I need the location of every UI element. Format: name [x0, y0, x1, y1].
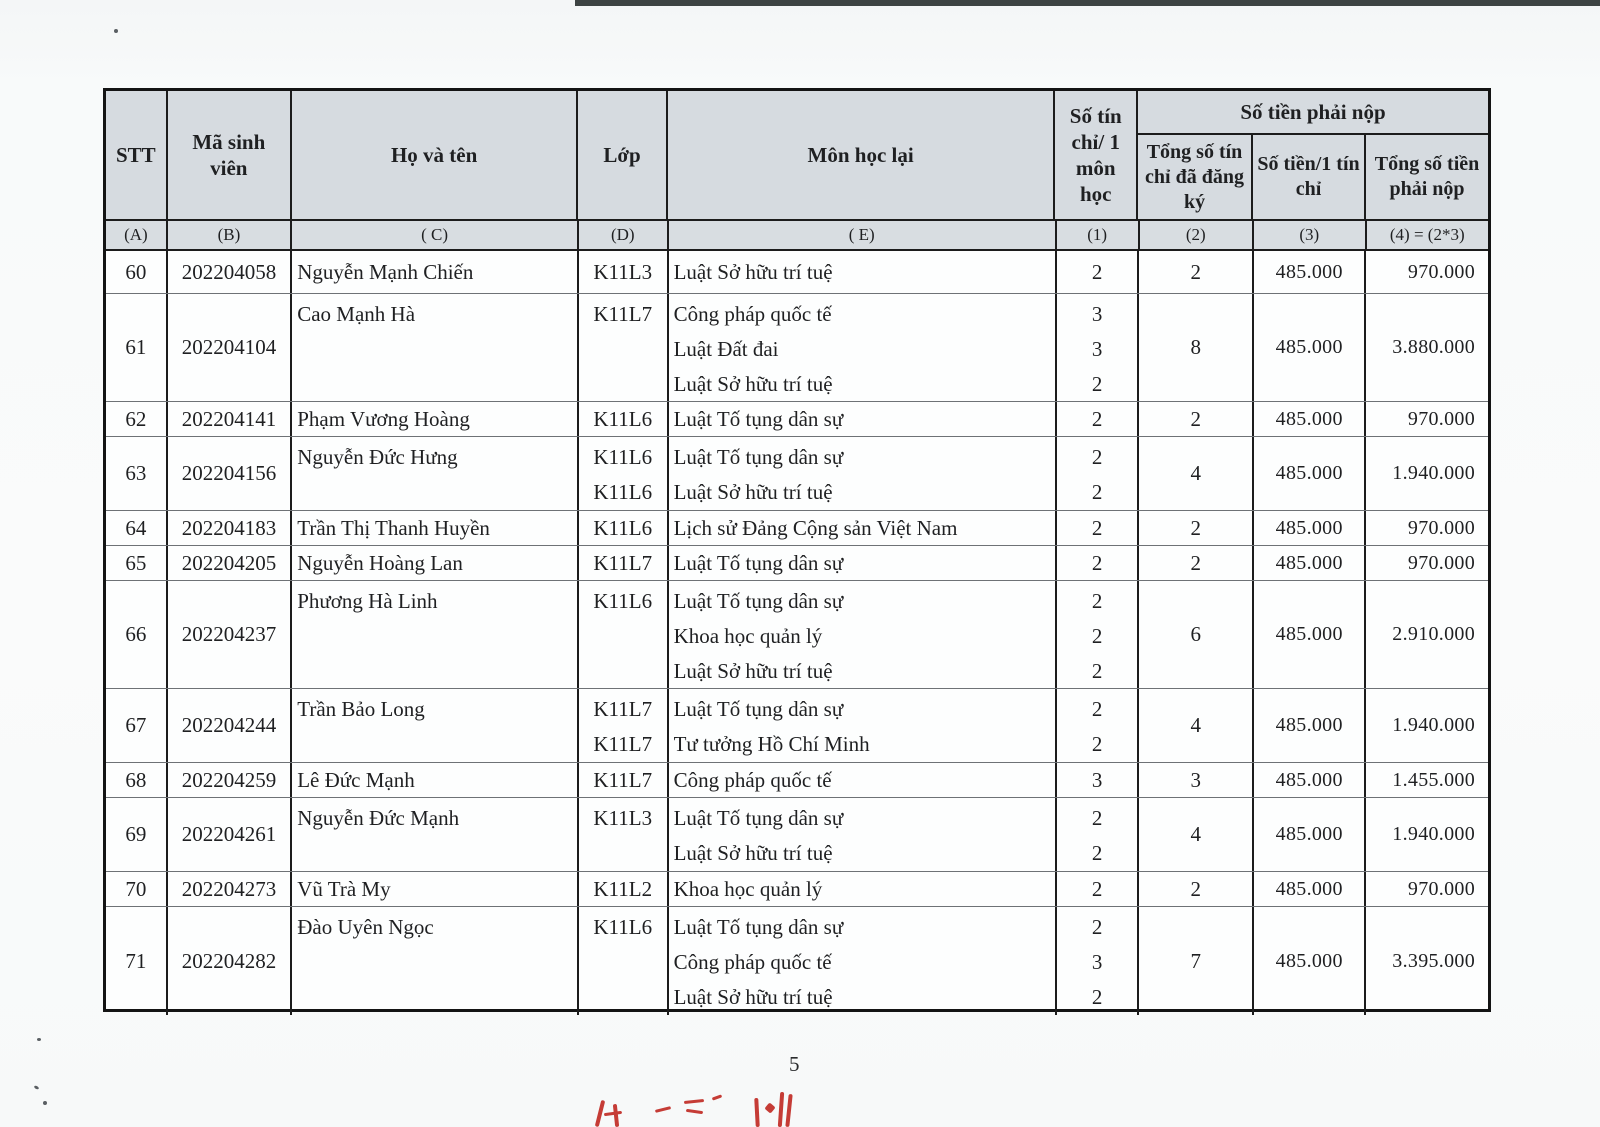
cell-total-amount: 1.940.000 [1392, 714, 1475, 736]
credit-line: 2 [1091, 372, 1103, 396]
cell-student-id: 202204205 [168, 546, 292, 580]
cell-total-amount: 1.455.000 [1392, 768, 1475, 791]
subject-line: Luật Tố tụng dân sự [673, 697, 844, 721]
subject-line: Khoa học quản lý [673, 624, 823, 648]
col-header-subject: Môn học lại [668, 91, 1056, 219]
credit-line: 2 [1091, 659, 1103, 683]
cell-total-amount: 2.910.000 [1392, 623, 1475, 645]
cell-subject: Luật Sở hữu trí tuệ [669, 251, 1057, 293]
cell-class [579, 798, 669, 871]
table-row [106, 763, 1488, 798]
cell-total-amount: 3.880.000 [1392, 336, 1475, 358]
credit-line: 2 [1091, 480, 1103, 504]
scan-speck [37, 1038, 41, 1041]
cell-student-id: 202204282 [168, 907, 292, 1015]
subject-line: Luật Tố tụng dân sự [673, 589, 844, 613]
col-header-total-credits: Tổng số tín chỉ đã đăng ký [1138, 135, 1253, 219]
cell-student-id: 202204104 [168, 294, 292, 401]
credit-line: 3 [1091, 950, 1103, 974]
col-header-class: Lớp [578, 91, 668, 219]
cell-total-credits: 2 [1139, 251, 1254, 293]
cell-subject [669, 294, 1057, 401]
cell-credits [1057, 437, 1140, 510]
cell-class: K11L3 [579, 251, 669, 293]
table-row [106, 907, 1488, 1015]
cell-class: K11L2 [579, 872, 669, 906]
credit-line: 2 [1091, 697, 1103, 721]
table-row [106, 251, 1488, 294]
letter-4: (4) = (2*3) [1389, 225, 1465, 244]
cell-subject: Lịch sử Đảng Cộng sản Việt Nam [669, 511, 1057, 545]
cell-stt: 66 [106, 581, 168, 688]
cell-class: K11L6 [579, 402, 669, 436]
cell-total-credits: 3 [1139, 763, 1254, 797]
cell-student-id: 202204058 [168, 251, 292, 293]
credit-line: 2 [1091, 806, 1103, 830]
cell-total-credits: 4 [1139, 689, 1254, 762]
col-header-credits: Số tín chỉ/ 1 môn học [1055, 91, 1138, 219]
cell-name [292, 907, 579, 1015]
cell-credits: 2 [1057, 402, 1140, 436]
cell-price: 485.000 [1254, 251, 1367, 293]
cell-student-id: 202204259 [168, 763, 292, 797]
cell-credits: 3 [1057, 763, 1140, 797]
subject-line: Luật Tố tụng dân sự [673, 806, 844, 830]
cell-total-credits: 8 [1139, 294, 1254, 401]
class-line: K11L6 [593, 915, 653, 939]
cell-name [292, 798, 579, 871]
name-text: Trần Bảo Long [297, 697, 425, 721]
table-header [106, 91, 1488, 221]
col-header-price-per-credit: Số tiền/1 tín chỉ [1253, 135, 1366, 219]
cell-total-credits: 2 [1139, 511, 1254, 545]
class-line: K11L7 [593, 302, 653, 326]
letter-b: (B) [168, 221, 292, 249]
cell-price: 485.000 [1254, 402, 1367, 436]
credit-line: 2 [1091, 915, 1103, 939]
cell-name: Lê Đức Mạnh [292, 763, 579, 797]
scan-edge-line [575, 0, 1600, 6]
cell-name [292, 294, 579, 401]
cell-student-id: 202204261 [168, 798, 292, 871]
name-text: Cao Mạnh Hà [297, 302, 416, 326]
cell-name: Nguyễn Hoàng Lan [292, 546, 579, 580]
cell-total-credits: 4 [1139, 798, 1254, 871]
col-header-total-amount: Tổng số tiền phải nộp [1374, 153, 1480, 200]
name-text: Nguyễn Đức Hưng [297, 445, 458, 469]
cell-stt: 63 [106, 437, 168, 510]
cell-student-id: 202204156 [168, 437, 292, 510]
cell-class: K11L6 [579, 511, 669, 545]
cell-subject [669, 907, 1057, 1015]
cell-stt: 62 [106, 402, 168, 436]
cell-name: Vũ Trà My [292, 872, 579, 906]
subject-line: Luật Sở hữu trí tuệ [673, 659, 833, 683]
class-line: K11L6 [593, 445, 653, 469]
page-number: 5 [789, 1052, 800, 1076]
table-row [106, 546, 1488, 581]
cell-credits [1057, 798, 1140, 871]
cell-total-amount: 970.000 [1407, 551, 1475, 574]
col-header-stt: STT [106, 91, 168, 219]
cell-name: Phạm Vương Hoàng [292, 402, 579, 436]
cell-subject [669, 581, 1057, 688]
letter-a: (A) [106, 221, 168, 249]
table-row [106, 872, 1488, 907]
cell-subject: Luật Tố tụng dân sự [669, 546, 1057, 580]
cell-stt: 70 [106, 872, 168, 906]
col-group-payment [1138, 91, 1488, 219]
cell-price: 485.000 [1254, 546, 1367, 580]
credit-line: 2 [1091, 589, 1103, 613]
cell-price: 485.000 [1254, 294, 1367, 401]
cell-price: 485.000 [1254, 872, 1367, 906]
tuition-table [103, 88, 1491, 1012]
cell-name: Trần Thị Thanh Huyền [292, 511, 579, 545]
subject-line: Luật Tố tụng dân sự [673, 915, 844, 939]
cell-subject [669, 798, 1057, 871]
cell-name [292, 689, 579, 762]
subject-line: Công pháp quốc tế [673, 950, 832, 974]
subject-line: Luật Tố tụng dân sự [673, 445, 844, 469]
cell-total-amount: 1.940.000 [1392, 823, 1475, 845]
cell-class: K11L7 [579, 546, 669, 580]
cell-price: 485.000 [1254, 763, 1367, 797]
table-row [106, 402, 1488, 437]
cell-total-credits: 2 [1139, 872, 1254, 906]
cell-price: 485.000 [1254, 581, 1367, 688]
scan-speck [114, 29, 118, 33]
class-line: K11L3 [593, 806, 653, 830]
cell-total-credits: 2 [1139, 402, 1254, 436]
cell-class [579, 907, 669, 1015]
cell-class [579, 294, 669, 401]
col-header-student-id: Mã sinh viên [168, 91, 292, 219]
letter-2: (2) [1140, 221, 1255, 249]
cell-credits [1057, 294, 1140, 401]
class-line: K11L6 [593, 480, 653, 504]
name-text: Đào Uyên Ngọc [297, 915, 434, 939]
letter-e: ( E) [669, 221, 1057, 249]
letter-d: (D) [579, 221, 669, 249]
cell-credits [1057, 689, 1140, 762]
cell-total-credits: 6 [1139, 581, 1254, 688]
cell-name [292, 581, 579, 688]
scan-speck [34, 1085, 40, 1090]
col-header-payment-group: Số tiền phải nộp [1138, 91, 1488, 135]
credit-line: 3 [1091, 337, 1103, 361]
cell-stt: 60 [106, 251, 168, 293]
cell-name: Nguyễn Mạnh Chiến [292, 251, 579, 293]
cell-total-amount: 970.000 [1407, 260, 1475, 283]
credit-line: 3 [1091, 302, 1103, 326]
cell-stt: 68 [106, 763, 168, 797]
subject-line: Công pháp quốc tế [673, 302, 832, 326]
cell-class [579, 581, 669, 688]
credit-line: 2 [1091, 732, 1103, 756]
subject-line: Luật Sở hữu trí tuệ [673, 480, 833, 504]
cell-price: 485.000 [1254, 511, 1367, 545]
cell-total-amount: 3.395.000 [1392, 949, 1475, 972]
col-header-name: Họ và tên [292, 91, 578, 219]
cell-credits: 2 [1057, 251, 1140, 293]
cell-subject [669, 437, 1057, 510]
cell-stt: 65 [106, 546, 168, 580]
subject-line: Luật Sở hữu trí tuệ [673, 841, 833, 865]
cell-credits [1057, 581, 1140, 688]
cell-total-amount: 970.000 [1407, 877, 1475, 900]
subject-line: Luật Đất đai [673, 337, 779, 361]
cell-total-credits: 7 [1139, 907, 1254, 1015]
letter-1: (1) [1057, 221, 1140, 249]
cell-credits [1057, 907, 1140, 1015]
table-row [106, 689, 1488, 763]
table-row [106, 437, 1488, 511]
column-letter-row [106, 221, 1488, 251]
cell-name [292, 437, 579, 510]
class-line: K11L7 [593, 732, 653, 756]
cell-student-id: 202204273 [168, 872, 292, 906]
cell-class: K11L7 [579, 763, 669, 797]
cell-price: 485.000 [1254, 798, 1367, 871]
name-text: Nguyễn Đức Mạnh [297, 806, 460, 830]
cell-stt: 61 [106, 294, 168, 401]
class-line: K11L7 [593, 697, 653, 721]
credit-line: 2 [1091, 624, 1103, 648]
table-row [106, 798, 1488, 872]
table-row [106, 511, 1488, 546]
name-text: Phương Hà Linh [297, 589, 438, 613]
table-row [106, 581, 1488, 689]
cell-student-id: 202204244 [168, 689, 292, 762]
letter-c: ( C) [292, 221, 579, 249]
cell-stt: 64 [106, 511, 168, 545]
scan-speck [43, 1101, 47, 1105]
cell-price: 485.000 [1254, 437, 1367, 510]
cell-price: 485.000 [1254, 907, 1367, 1015]
cell-total-amount: 970.000 [1407, 407, 1475, 430]
subject-line: Tư tưởng Hồ Chí Minh [673, 732, 870, 756]
cell-class [579, 689, 669, 762]
cell-price: 485.000 [1254, 689, 1367, 762]
cell-stt: 69 [106, 798, 168, 871]
subject-line: Luật Sở hữu trí tuệ [673, 372, 833, 396]
credit-line: 2 [1091, 985, 1103, 1009]
letter-3: (3) [1254, 221, 1367, 249]
cell-credits: 2 [1057, 872, 1140, 906]
cell-stt: 67 [106, 689, 168, 762]
cell-total-credits: 2 [1139, 546, 1254, 580]
credit-line: 2 [1091, 841, 1103, 865]
cell-subject: Khoa học quản lý [669, 872, 1057, 906]
credit-line: 2 [1091, 445, 1103, 469]
cell-student-id: 202204237 [168, 581, 292, 688]
class-line: K11L6 [593, 589, 653, 613]
cell-total-amount: 970.000 [1407, 516, 1475, 539]
cell-subject: Luật Tố tụng dân sự [669, 402, 1057, 436]
cell-stt: 71 [106, 907, 168, 1015]
subject-line: Luật Sở hữu trí tuệ [673, 985, 833, 1009]
cell-class [579, 437, 669, 510]
cell-student-id: 202204183 [168, 511, 292, 545]
table-row [106, 294, 1488, 402]
cell-student-id: 202204141 [168, 402, 292, 436]
cell-subject [669, 689, 1057, 762]
cell-subject: Công pháp quốc tế [669, 763, 1057, 797]
cell-total-amount: 1.940.000 [1392, 462, 1475, 484]
cell-total-credits: 4 [1139, 437, 1254, 510]
cell-credits: 2 [1057, 511, 1140, 545]
cell-credits: 2 [1057, 546, 1140, 580]
